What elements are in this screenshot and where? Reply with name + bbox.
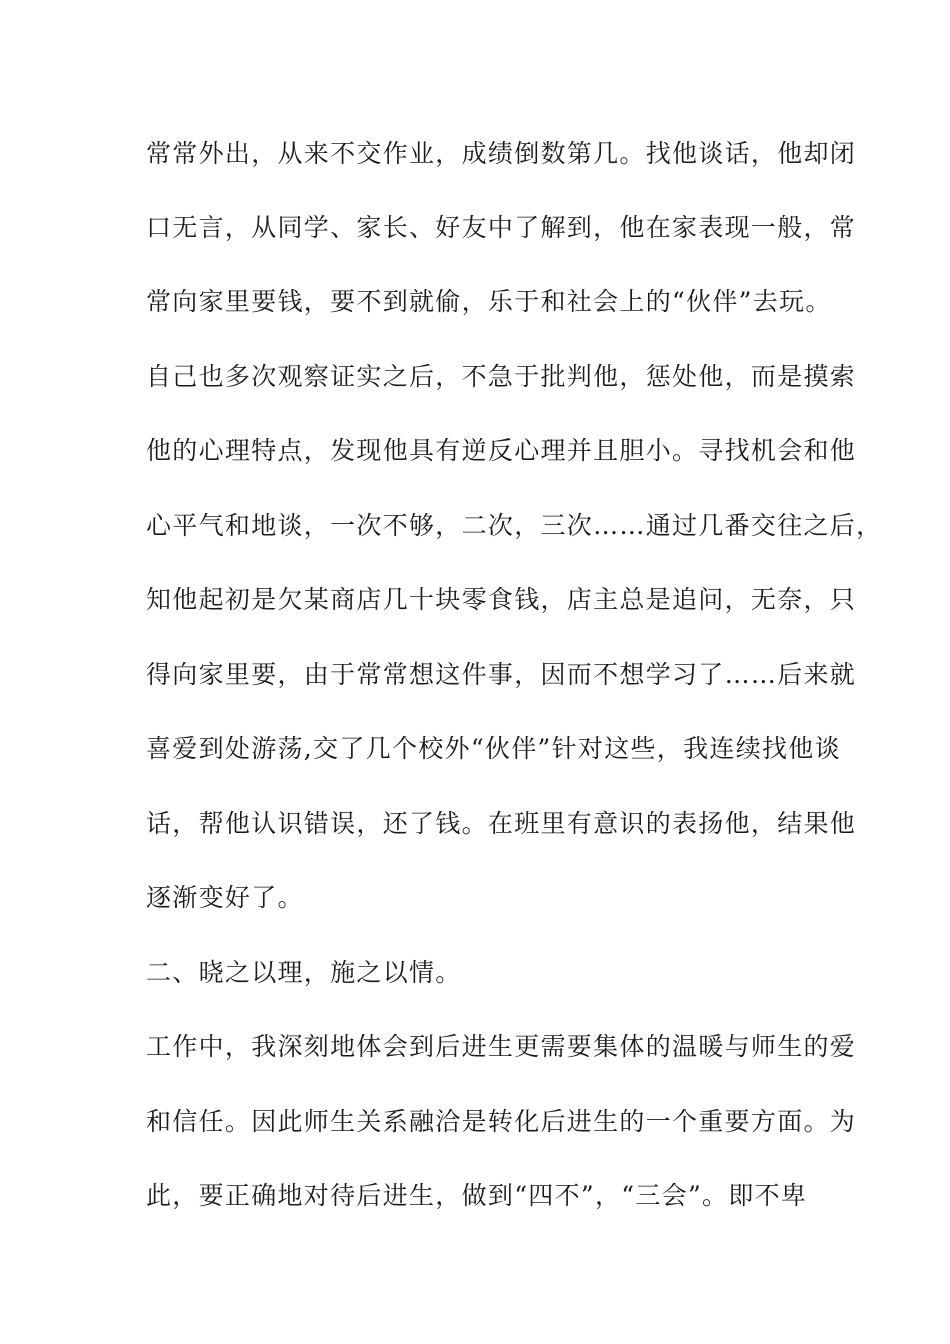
- text-line: 逐渐变好了。: [146, 883, 304, 912]
- text-line: 常向家里要钱，要不到就偷，乐于和社会上的“伙伴”去玩。: [146, 287, 832, 316]
- text-line: 知他起初是欠某商店几十块零食钱，店主总是追问，无奈，只: [146, 585, 857, 614]
- text-line: 此，要正确地对待后进生，做到“四不”，“三会”。即不卑: [146, 1181, 808, 1210]
- text-line: 得向家里要，由于常常想这件事，因而不想学习了……后来就: [146, 660, 857, 689]
- text-line: 工作中，我深刻地体会到后进生更需要集体的温暖与师生的爱: [146, 1032, 857, 1061]
- text-line: 话，帮他认识错误，还了钱。在班里有意识的表扬他，结果他: [146, 809, 857, 838]
- section-heading: 二、晓之以理，施之以情。: [146, 958, 462, 987]
- text-line: 常常外出，从来不交作业，成绩倒数第几。找他谈话，他却闭: [146, 139, 857, 168]
- text-line: 自己也多次观察证实之后，不急于批判他，惩处他，而是摸索: [146, 362, 857, 391]
- text-line: 喜爱到处游荡,交了几个校外“伙伴”针对这些，我连续找他谈: [146, 734, 841, 763]
- text-line: 和信任。因此师生关系融洽是转化后进生的一个重要方面。为: [146, 1107, 857, 1136]
- text-line: 口无言，从同学、家长、好友中了解到，他在家表现一般，常: [146, 213, 857, 242]
- text-line: 他的心理特点，发现他具有逆反心理并且胆小。寻找机会和他: [146, 436, 857, 465]
- text-line: 心平气和地谈，一次不够，二次，三次……通过几番交往之后，: [146, 511, 883, 540]
